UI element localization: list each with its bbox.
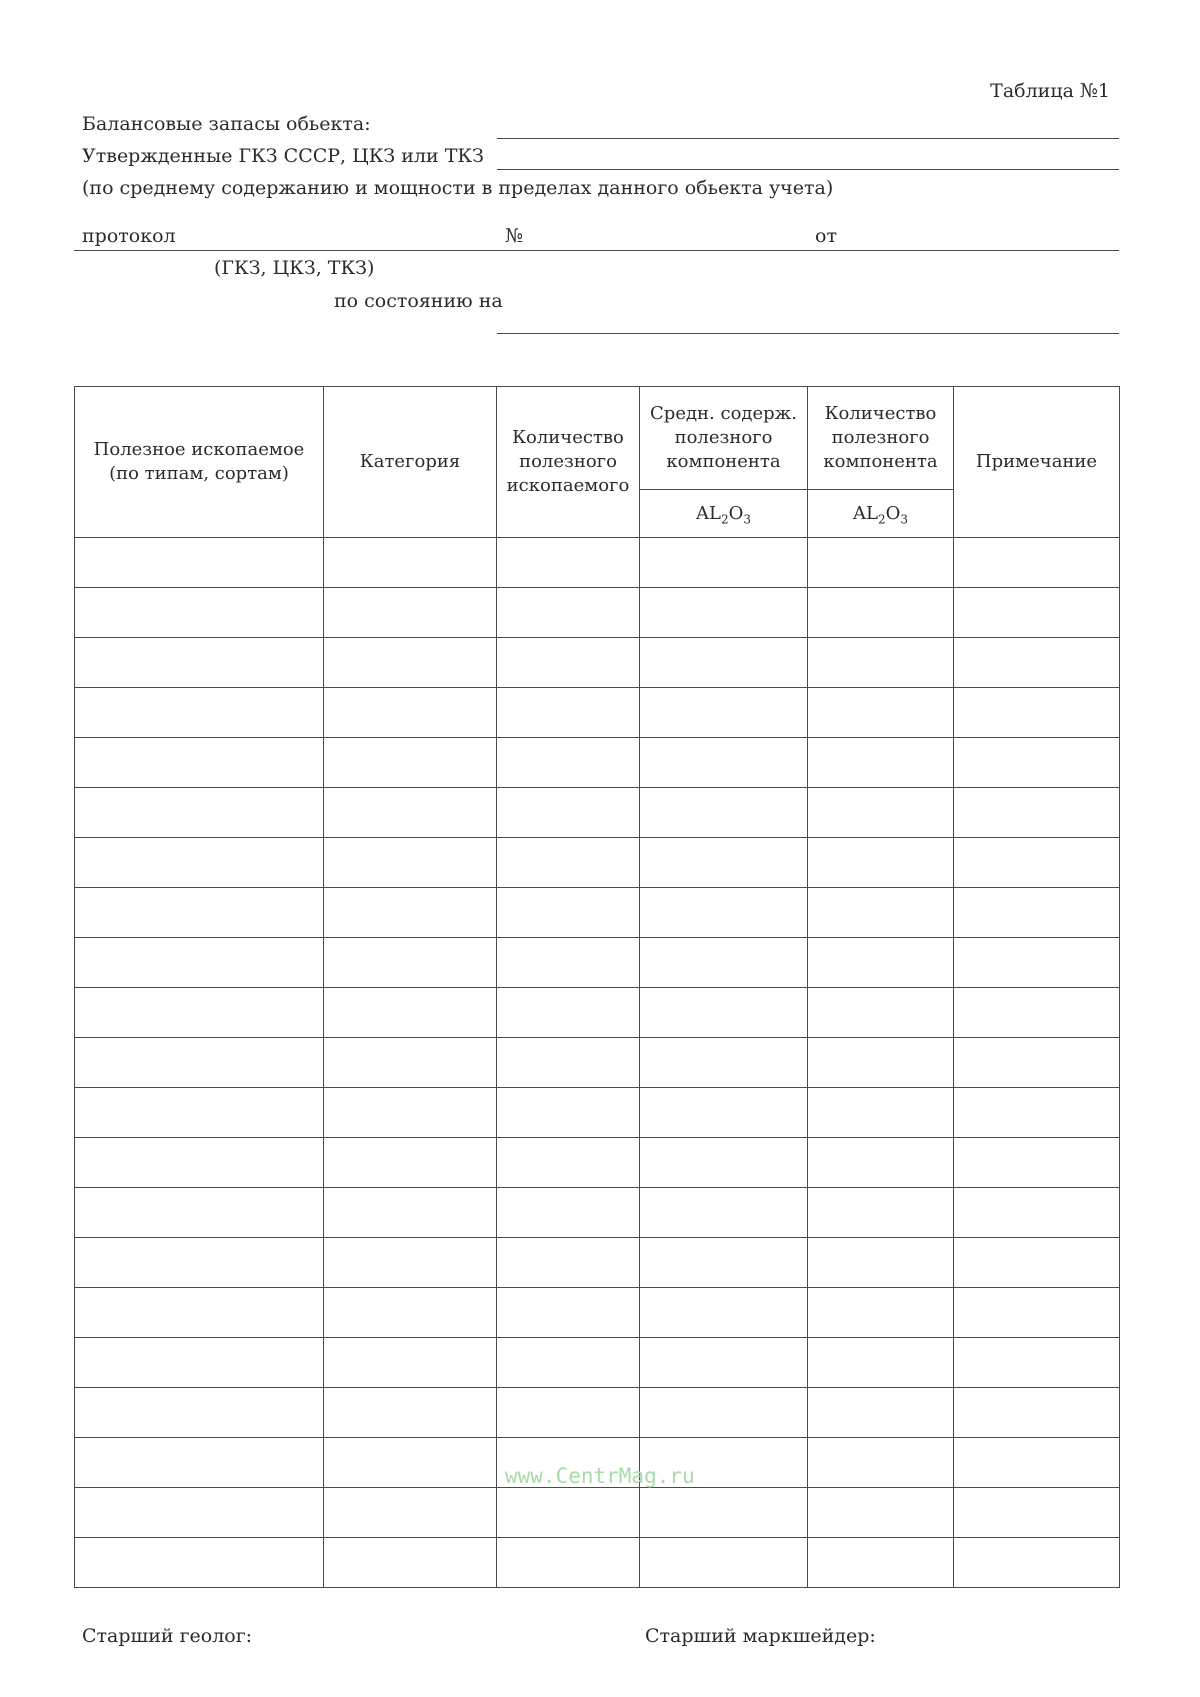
table-row bbox=[75, 988, 1120, 1038]
table-cell[interactable] bbox=[75, 838, 324, 888]
table-cell[interactable] bbox=[497, 988, 640, 1038]
table-cell[interactable] bbox=[808, 788, 954, 838]
table-cell[interactable] bbox=[640, 1138, 808, 1188]
table-cell[interactable] bbox=[954, 1038, 1120, 1088]
table-cell[interactable] bbox=[954, 538, 1120, 588]
protocol-number-label: № bbox=[505, 225, 523, 247]
table-cell[interactable] bbox=[324, 688, 497, 738]
table-cell[interactable] bbox=[75, 688, 324, 738]
table-cell[interactable] bbox=[640, 738, 808, 788]
table-cell[interactable] bbox=[75, 938, 324, 988]
table-cell[interactable] bbox=[954, 1338, 1120, 1388]
watermark: www.CentrMag.ru bbox=[505, 1464, 695, 1488]
table-cell[interactable] bbox=[640, 1238, 808, 1288]
table-row bbox=[75, 538, 1120, 588]
table-cell[interactable] bbox=[324, 838, 497, 888]
table-cell[interactable] bbox=[75, 1538, 324, 1588]
table-cell[interactable] bbox=[640, 1338, 808, 1388]
table-cell[interactable] bbox=[497, 588, 640, 638]
table-cell[interactable] bbox=[640, 1088, 808, 1138]
table-cell[interactable] bbox=[324, 1288, 497, 1338]
table-cell[interactable] bbox=[75, 538, 324, 588]
table-cell[interactable] bbox=[954, 1388, 1120, 1438]
col-header-avg-content: Средн. содерж. полезного компонента bbox=[640, 387, 808, 490]
table-body bbox=[75, 538, 1120, 1588]
table-cell[interactable] bbox=[808, 988, 954, 1038]
balance-reserves-underline bbox=[497, 138, 1119, 139]
table-cell[interactable] bbox=[497, 788, 640, 838]
table-cell[interactable] bbox=[324, 1138, 497, 1188]
table-cell[interactable] bbox=[75, 1038, 324, 1088]
approved-label: Утвержденные ГКЗ СССР, ЦКЗ или ТКЗ bbox=[82, 145, 484, 167]
table-cell[interactable] bbox=[497, 738, 640, 788]
table-cell[interactable] bbox=[497, 638, 640, 688]
table-cell[interactable] bbox=[640, 1188, 808, 1238]
table-row bbox=[75, 1088, 1120, 1138]
table-row bbox=[75, 838, 1120, 888]
col-header-mineral: Полезное ископаемое (по типам, сортам) bbox=[75, 387, 324, 538]
table-cell[interactable] bbox=[497, 838, 640, 888]
table-cell[interactable] bbox=[954, 1438, 1120, 1488]
table-cell[interactable] bbox=[808, 1238, 954, 1288]
table-cell[interactable] bbox=[640, 988, 808, 1038]
table-cell[interactable] bbox=[75, 1238, 324, 1288]
table-cell[interactable] bbox=[954, 838, 1120, 888]
table-cell[interactable] bbox=[954, 588, 1120, 638]
table-row bbox=[75, 788, 1120, 838]
table-cell[interactable] bbox=[808, 1438, 954, 1488]
table-number: Таблица №1 bbox=[990, 80, 1110, 102]
table-cell[interactable] bbox=[324, 1038, 497, 1088]
table-cell[interactable] bbox=[75, 888, 324, 938]
table-row bbox=[75, 1338, 1120, 1388]
table-cell[interactable] bbox=[954, 1238, 1120, 1288]
table-cell[interactable] bbox=[75, 1488, 324, 1538]
table-cell[interactable] bbox=[75, 1088, 324, 1138]
table-row bbox=[75, 1488, 1120, 1538]
table-row bbox=[75, 1388, 1120, 1438]
table-cell[interactable] bbox=[75, 638, 324, 688]
table-cell[interactable] bbox=[324, 1538, 497, 1588]
table-cell[interactable] bbox=[497, 1088, 640, 1138]
table-cell[interactable] bbox=[75, 738, 324, 788]
table-cell[interactable] bbox=[324, 888, 497, 938]
table-cell[interactable] bbox=[640, 1538, 808, 1588]
table-cell[interactable] bbox=[324, 988, 497, 1038]
table-row bbox=[75, 1238, 1120, 1288]
reserves-table bbox=[74, 386, 1120, 1588]
table-cell[interactable] bbox=[808, 1488, 954, 1538]
table-cell[interactable] bbox=[808, 888, 954, 938]
table-row bbox=[75, 688, 1120, 738]
col-header-note: Примечание bbox=[954, 387, 1120, 538]
table-cell[interactable] bbox=[497, 688, 640, 738]
senior-surveyor-label: Старший маркшейдер: bbox=[645, 1625, 876, 1647]
table-cell[interactable] bbox=[954, 938, 1120, 988]
table-cell[interactable] bbox=[497, 1338, 640, 1388]
table-cell[interactable] bbox=[808, 638, 954, 688]
table-cell[interactable] bbox=[640, 1038, 808, 1088]
table-cell[interactable] bbox=[808, 1038, 954, 1088]
table-cell[interactable] bbox=[75, 1388, 324, 1438]
committee-label: (ГКЗ, ЦКЗ, ТКЗ) bbox=[214, 257, 375, 279]
table-cell[interactable] bbox=[808, 688, 954, 738]
table-cell[interactable] bbox=[954, 788, 1120, 838]
state-as-of-underline bbox=[497, 333, 1119, 334]
table-cell[interactable] bbox=[75, 1288, 324, 1338]
table-cell[interactable] bbox=[640, 638, 808, 688]
balance-reserves-label: Балансовые запасы обьекта: bbox=[82, 113, 371, 135]
table-cell[interactable] bbox=[324, 1338, 497, 1388]
table-cell[interactable] bbox=[497, 938, 640, 988]
table-cell[interactable] bbox=[75, 988, 324, 1038]
table-cell[interactable] bbox=[640, 1288, 808, 1338]
table-cell[interactable] bbox=[324, 1088, 497, 1138]
table-cell[interactable] bbox=[954, 1488, 1120, 1538]
protocol-label: протокол bbox=[82, 225, 176, 247]
table-cell[interactable] bbox=[808, 1388, 954, 1438]
protocol-date-label: от bbox=[815, 225, 837, 247]
col-header-quantity-mineral: Количество полезного ископаемого bbox=[497, 387, 640, 538]
table-row bbox=[75, 938, 1120, 988]
table-cell[interactable] bbox=[954, 738, 1120, 788]
table-row bbox=[75, 1288, 1120, 1338]
table-cell[interactable] bbox=[497, 1388, 640, 1438]
table-row bbox=[75, 1538, 1120, 1588]
table-cell[interactable] bbox=[808, 938, 954, 988]
table-cell[interactable] bbox=[954, 1288, 1120, 1338]
table-cell[interactable] bbox=[324, 1488, 497, 1538]
table-cell[interactable] bbox=[497, 1038, 640, 1088]
subheader-qty-formula: $AL_2O_3$ bbox=[808, 490, 954, 538]
table-cell[interactable] bbox=[75, 788, 324, 838]
table-cell[interactable] bbox=[497, 1288, 640, 1338]
table-row bbox=[75, 638, 1120, 688]
table-cell[interactable] bbox=[954, 1138, 1120, 1188]
subheader-avg-formula: $AL_2O_3$ bbox=[640, 490, 808, 538]
table-cell[interactable] bbox=[640, 538, 808, 588]
table-cell[interactable] bbox=[640, 588, 808, 638]
table-cell[interactable] bbox=[324, 638, 497, 688]
table-cell[interactable] bbox=[954, 988, 1120, 1038]
table-cell[interactable] bbox=[954, 1538, 1120, 1588]
table-cell[interactable] bbox=[808, 838, 954, 888]
table-cell[interactable] bbox=[324, 1188, 497, 1238]
table-cell[interactable] bbox=[324, 788, 497, 838]
table-cell[interactable] bbox=[808, 1338, 954, 1388]
table-cell[interactable] bbox=[324, 538, 497, 588]
table-cell[interactable] bbox=[640, 838, 808, 888]
table-cell[interactable] bbox=[497, 1538, 640, 1588]
table-cell[interactable] bbox=[75, 1188, 324, 1238]
table-cell[interactable] bbox=[808, 588, 954, 638]
average-content-note: (по среднему содержанию и мощности в пределах данного обьекта учета) bbox=[82, 177, 834, 199]
table-cell[interactable] bbox=[497, 1238, 640, 1288]
table-cell[interactable] bbox=[324, 588, 497, 638]
table-cell[interactable] bbox=[954, 688, 1120, 738]
table-cell[interactable] bbox=[640, 788, 808, 838]
table-cell[interactable] bbox=[497, 888, 640, 938]
protocol-underline bbox=[74, 250, 1119, 251]
table-cell[interactable] bbox=[808, 1188, 954, 1238]
approved-underline bbox=[497, 169, 1119, 170]
state-as-of-label: по состоянию на bbox=[334, 290, 503, 312]
table-cell[interactable] bbox=[640, 938, 808, 988]
table-cell[interactable] bbox=[808, 1288, 954, 1338]
table-cell[interactable] bbox=[808, 1088, 954, 1138]
table-cell[interactable] bbox=[954, 1188, 1120, 1238]
table-cell[interactable] bbox=[640, 888, 808, 938]
table-cell[interactable] bbox=[75, 588, 324, 638]
table-row bbox=[75, 1138, 1120, 1188]
table-cell[interactable] bbox=[808, 1538, 954, 1588]
table-cell[interactable] bbox=[75, 1438, 324, 1488]
table-row bbox=[75, 738, 1120, 788]
table-cell[interactable] bbox=[497, 538, 640, 588]
senior-geologist-label: Старший геолог: bbox=[82, 1625, 253, 1647]
table-cell[interactable] bbox=[640, 1388, 808, 1438]
table-cell[interactable] bbox=[497, 1188, 640, 1238]
table-cell[interactable] bbox=[324, 1438, 497, 1488]
table-cell[interactable] bbox=[75, 1338, 324, 1388]
table-row bbox=[75, 1188, 1120, 1238]
table-cell[interactable] bbox=[640, 688, 808, 738]
table-cell[interactable] bbox=[324, 1388, 497, 1438]
table-cell[interactable] bbox=[324, 1238, 497, 1288]
table-cell[interactable] bbox=[808, 538, 954, 588]
table-row bbox=[75, 588, 1120, 638]
table-cell[interactable] bbox=[954, 1088, 1120, 1138]
table-cell[interactable] bbox=[497, 1138, 640, 1188]
table-cell[interactable] bbox=[324, 738, 497, 788]
table-cell[interactable] bbox=[640, 1488, 808, 1538]
table-cell[interactable] bbox=[75, 1138, 324, 1188]
table-cell[interactable] bbox=[808, 1138, 954, 1188]
table-cell[interactable] bbox=[497, 1488, 640, 1538]
table-row bbox=[75, 888, 1120, 938]
table-cell[interactable] bbox=[954, 888, 1120, 938]
col-header-category: Категория bbox=[324, 387, 497, 538]
table-row bbox=[75, 1038, 1120, 1088]
table-cell[interactable] bbox=[324, 938, 497, 988]
col-header-quantity-component: Количество полезного компонента bbox=[808, 387, 954, 490]
table-cell[interactable] bbox=[808, 738, 954, 788]
table-cell[interactable] bbox=[954, 638, 1120, 688]
